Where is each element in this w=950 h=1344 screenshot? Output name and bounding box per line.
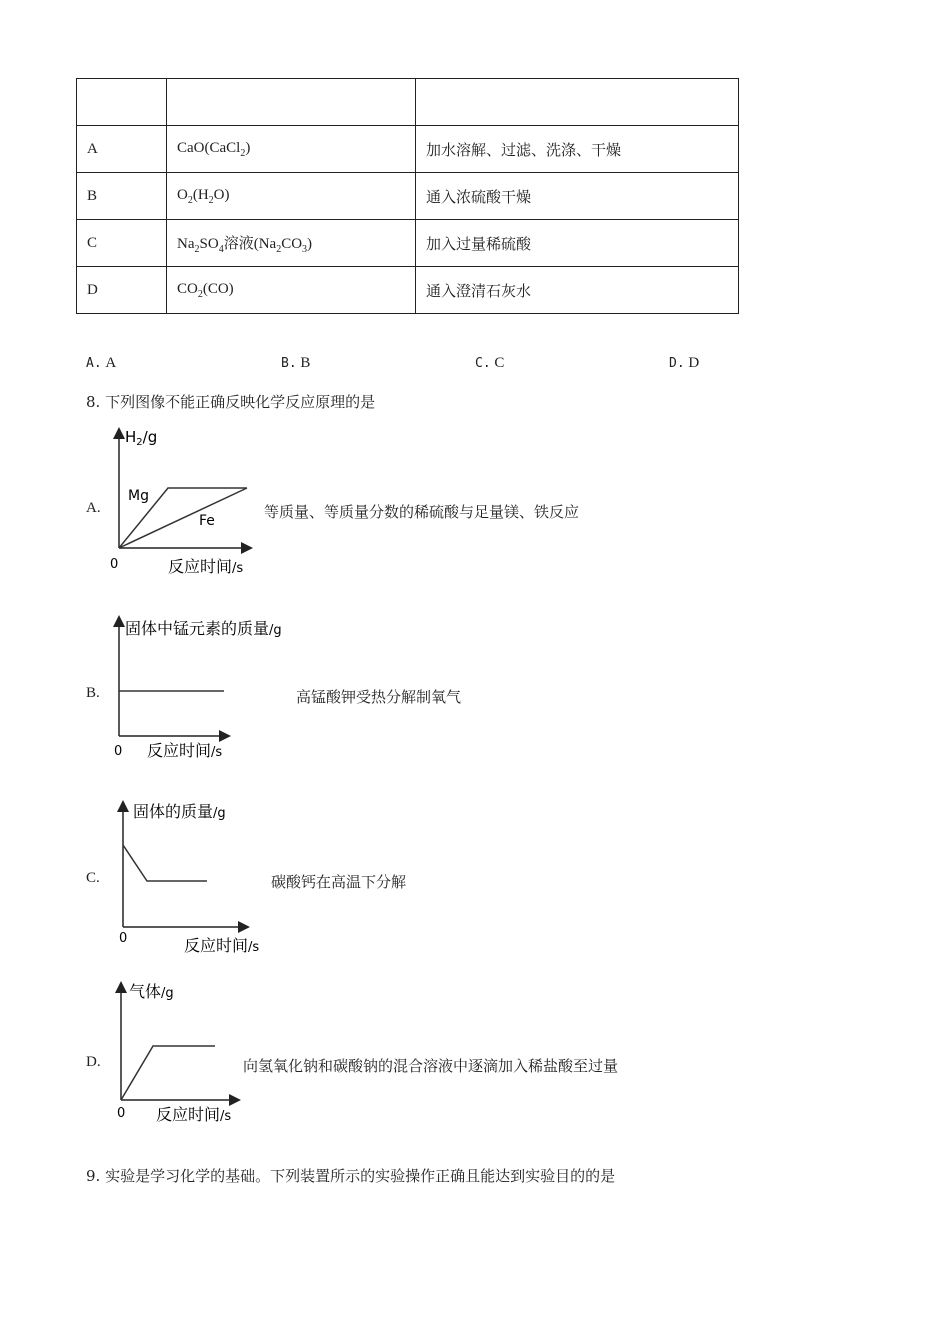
row-substance: $CO_2(CO)$ <box>167 267 416 314</box>
choice-a[interactable]: A. A <box>86 355 117 371</box>
x-axis-label: 反应时间/s <box>184 936 260 955</box>
graph-c <box>105 795 285 955</box>
choice-d[interactable]: D. D <box>669 355 700 371</box>
row-method: 加入过量稀硫酸 <box>416 220 739 267</box>
table-row <box>77 173 739 220</box>
table-row <box>77 267 739 314</box>
y-axis-label: 固体的质量/g <box>133 802 226 821</box>
question-9-stem: 9. 实验是学习化学的基础。下列装置所示的实验操作正确且能达到实验目的的是 <box>86 1167 616 1185</box>
row-label: A <box>77 126 167 173</box>
series-label-fe: Fe <box>199 513 215 529</box>
series-label-mg: Mg <box>128 488 149 504</box>
x-axis-label: 反应时间/s <box>168 557 244 576</box>
choice-c[interactable]: C. C <box>475 355 505 371</box>
origin-label: 0 <box>119 931 128 946</box>
row-label: D <box>77 267 167 314</box>
q8-option-a-label[interactable]: A. <box>86 500 101 516</box>
table-header-cell <box>77 79 167 126</box>
table-row <box>77 126 739 173</box>
q8-option-d-desc: 向氢氧化钠和碳酸钠的混合溶液中逐滴加入稀盐酸至过量 <box>243 1057 619 1075</box>
solid-mass-line <box>123 845 207 881</box>
q8-option-b-label[interactable]: B. <box>86 685 100 701</box>
x-axis-label: 反应时间/s <box>147 741 223 760</box>
q8-option-c-label[interactable]: C. <box>86 870 100 886</box>
graph-b <box>100 610 310 765</box>
row-label: C <box>77 220 167 267</box>
y-axis-label: $H_2/g$ <box>125 428 158 448</box>
q8-option-a-desc: 等质量、等质量分数的稀硫酸与足量镁、铁反应 <box>264 503 580 521</box>
row-substance: CaO(CaCl$_2$) <box>167 126 416 173</box>
row-method: 加水溶解、过滤、洗涤、干燥 <box>416 126 739 173</box>
choice-b[interactable]: B. B <box>281 355 311 371</box>
graph-a <box>100 420 270 580</box>
table-header-cell <box>416 79 739 126</box>
impurity-removal-table <box>76 78 739 314</box>
row-substance: $Na_2SO_4$溶液$(Na_2CO_3)$ <box>167 220 416 267</box>
row-substance: $O_2(H_2O)$ <box>167 173 416 220</box>
q8-option-c-desc: 碳酸钙在高温下分解 <box>271 873 407 891</box>
table-header-row <box>77 79 739 126</box>
gas-mass-line <box>121 1046 215 1100</box>
row-label: B <box>77 173 167 220</box>
y-axis-label: 固体中锰元素的质量/g <box>125 619 282 638</box>
origin-label: 0 <box>117 1106 126 1121</box>
question-8-stem: 8. 下列图像不能正确反映化学反应原理的是 <box>86 393 376 411</box>
table-header-cell <box>167 79 416 126</box>
x-axis-label: 反应时间/s <box>156 1105 232 1124</box>
q8-option-b-desc: 高锰酸钾受热分解制氧气 <box>296 688 462 706</box>
q8-option-d-label[interactable]: D. <box>86 1054 101 1070</box>
row-method: 通入浓硫酸干燥 <box>416 173 739 220</box>
y-axis-label: 气体/g <box>129 982 174 1001</box>
origin-label: 0 <box>110 557 119 572</box>
origin-label: 0 <box>114 744 123 759</box>
row-method: 通入澄清石灰水 <box>416 267 739 314</box>
table-row <box>77 220 739 267</box>
